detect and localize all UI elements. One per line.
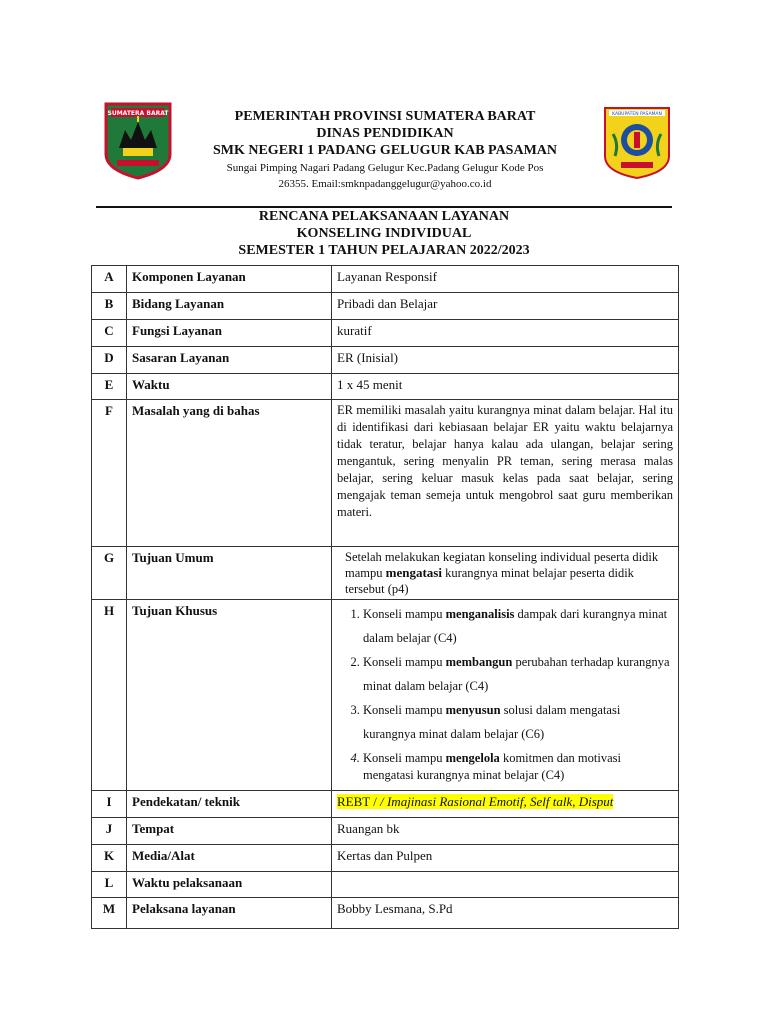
- sumatera-barat-logo: [103, 100, 173, 180]
- table-row: [92, 818, 679, 845]
- goal-item-post: dampak dari kurangnya minat dalam belajar (C4): [363, 607, 668, 645]
- letterhead: [170, 108, 600, 191]
- list-item: [363, 750, 673, 784]
- table-row: [92, 400, 679, 547]
- row-code: H: [92, 600, 127, 791]
- row-label: Fungsi Layanan: [127, 320, 332, 347]
- government-name: PEMERINTAH PROVINSI SUMATERA BARAT: [234, 109, 536, 124]
- highlighted-approach: [337, 794, 613, 809]
- goal-item-keyword: menganalisis: [445, 607, 515, 621]
- table-row: [92, 374, 679, 400]
- title-line-2: KONSELING INDIVIDUAL: [296, 226, 472, 241]
- row-value: Kertas dan Pulpen: [332, 845, 679, 872]
- row-value: Bobby Lesmana, S.Pd: [332, 898, 679, 929]
- approach-name: REBT /: [337, 794, 381, 809]
- left-logo-banner: SUMATERA BARAT: [107, 110, 169, 117]
- specific-goals-list: [337, 602, 673, 784]
- row-code: M: [92, 898, 127, 929]
- row-label: Tempat: [127, 818, 332, 845]
- row-code: F: [92, 400, 127, 547]
- row-label: Tujuan Umum: [127, 547, 332, 600]
- row-label: Waktu: [127, 374, 332, 400]
- list-item: [363, 650, 673, 698]
- goal-item-keyword: menyusun: [445, 703, 501, 717]
- row-value: ER (Inisial): [332, 347, 679, 374]
- goal-text-pre: Setelah melakukan kegiatan konseling individual peserta didik mampu: [345, 550, 659, 580]
- row-code: J: [92, 818, 127, 845]
- row-value: Layanan Responsif: [332, 266, 679, 293]
- table-row: [92, 872, 679, 898]
- row-label: Komponen Layanan: [127, 266, 332, 293]
- goal-item-post: komitmen dan motivasi mengatasi kurangnya minat belajar (C4): [363, 751, 621, 782]
- table-row: [92, 600, 679, 791]
- row-code: B: [92, 293, 127, 320]
- row-value: Ruangan bk: [332, 818, 679, 845]
- goal-item-pre: Konseli mampu: [363, 703, 446, 717]
- table-row: [92, 845, 679, 872]
- table-row: [92, 266, 679, 293]
- goal-item-keyword: membangun: [445, 655, 513, 669]
- goal-item-pre: Konseli mampu: [363, 655, 446, 669]
- table-row: [92, 293, 679, 320]
- table-row: [92, 547, 679, 600]
- general-goal: [332, 547, 679, 600]
- goal-item-pre: Konseli mampu: [363, 751, 446, 765]
- document-title: [90, 208, 678, 259]
- goal-keyword: mengatasi: [385, 565, 442, 580]
- title-line-3: SEMESTER 1 TAHUN PELAJARAN 2022/2023: [238, 243, 530, 258]
- row-code: K: [92, 845, 127, 872]
- row-label: Media/Alat: [127, 845, 332, 872]
- row-label: Masalah yang di bahas: [127, 400, 332, 547]
- table-row: [92, 347, 679, 374]
- list-item: [363, 698, 673, 746]
- row-code: L: [92, 872, 127, 898]
- row-code: G: [92, 547, 127, 600]
- right-logo-banner: KABUPATEN PASAMAN: [612, 112, 662, 117]
- goal-item-pre: Konseli mampu: [363, 607, 446, 621]
- pasaman-logo: [603, 104, 671, 180]
- department-name: DINAS PENDIDIKAN: [316, 126, 454, 141]
- row-value: Pribadi dan Belajar: [332, 293, 679, 320]
- goal-item-keyword: mengelola: [445, 751, 500, 765]
- school-email: 26355. Email:smknpadanggelugur@yahoo.co.id: [278, 178, 492, 190]
- row-label: Tujuan Khusus: [127, 600, 332, 791]
- goal-item-post: solusi dalam mengatasi kurangnya minat dalam belajar (C6): [363, 703, 621, 741]
- goal-item-post: perubahan terhadap kurangnya minat dalam belajar (C4): [363, 655, 670, 693]
- approach-techniques: / Imajinasi Rasional Emotif, Self talk, Disput: [380, 794, 614, 809]
- list-item: [363, 602, 673, 650]
- row-label: Sasaran Layanan: [127, 347, 332, 374]
- table-row: [92, 320, 679, 347]
- row-label: Waktu pelaksanaan: [127, 872, 332, 898]
- row-label: Pelaksana layanan: [127, 898, 332, 929]
- goal-text-post: kurangnya minat belajar peserta didik tersebut (p4): [345, 566, 634, 596]
- row-code: I: [92, 791, 127, 818]
- row-value: [332, 872, 679, 898]
- row-value: 1 x 45 menit: [332, 374, 679, 400]
- approach-technique: [332, 791, 679, 818]
- table-row: [92, 791, 679, 818]
- row-value: kuratif: [332, 320, 679, 347]
- row-code: A: [92, 266, 127, 293]
- row-code: C: [92, 320, 127, 347]
- row-label: Bidang Layanan: [127, 293, 332, 320]
- specific-goals: [332, 600, 679, 791]
- school-name: SMK NEGERI 1 PADANG GELUGUR KAB PASAMAN: [212, 143, 558, 158]
- row-label: Pendekatan/ teknik: [127, 791, 332, 818]
- service-plan-table: [91, 265, 679, 929]
- title-line-1: RENCANA PELAKSANAAN LAYANAN: [258, 209, 510, 224]
- table-row: [92, 898, 679, 929]
- problem-description: ER memiliki masalah yaitu kurangnya minat dalam belajar. Hal itu di identifikasi dari kebiasaan belajar ER yaitu waktu belajarnya tidak teratur, belajar hanya kalau ada ulangan, belajar sering mengantuk, sering menyalin PR teman, sering merasa malas belajar, sering keluar masuk kelas pada saat belajar, sering mengajak teman semeja untuk mengobrol saat guru memberikan materi.: [332, 400, 679, 547]
- school-address: Sungai Pimping Nagari Padang Gelugur Kec.Padang Gelugur Kode Pos: [226, 162, 544, 174]
- row-code: E: [92, 374, 127, 400]
- row-code: D: [92, 347, 127, 374]
